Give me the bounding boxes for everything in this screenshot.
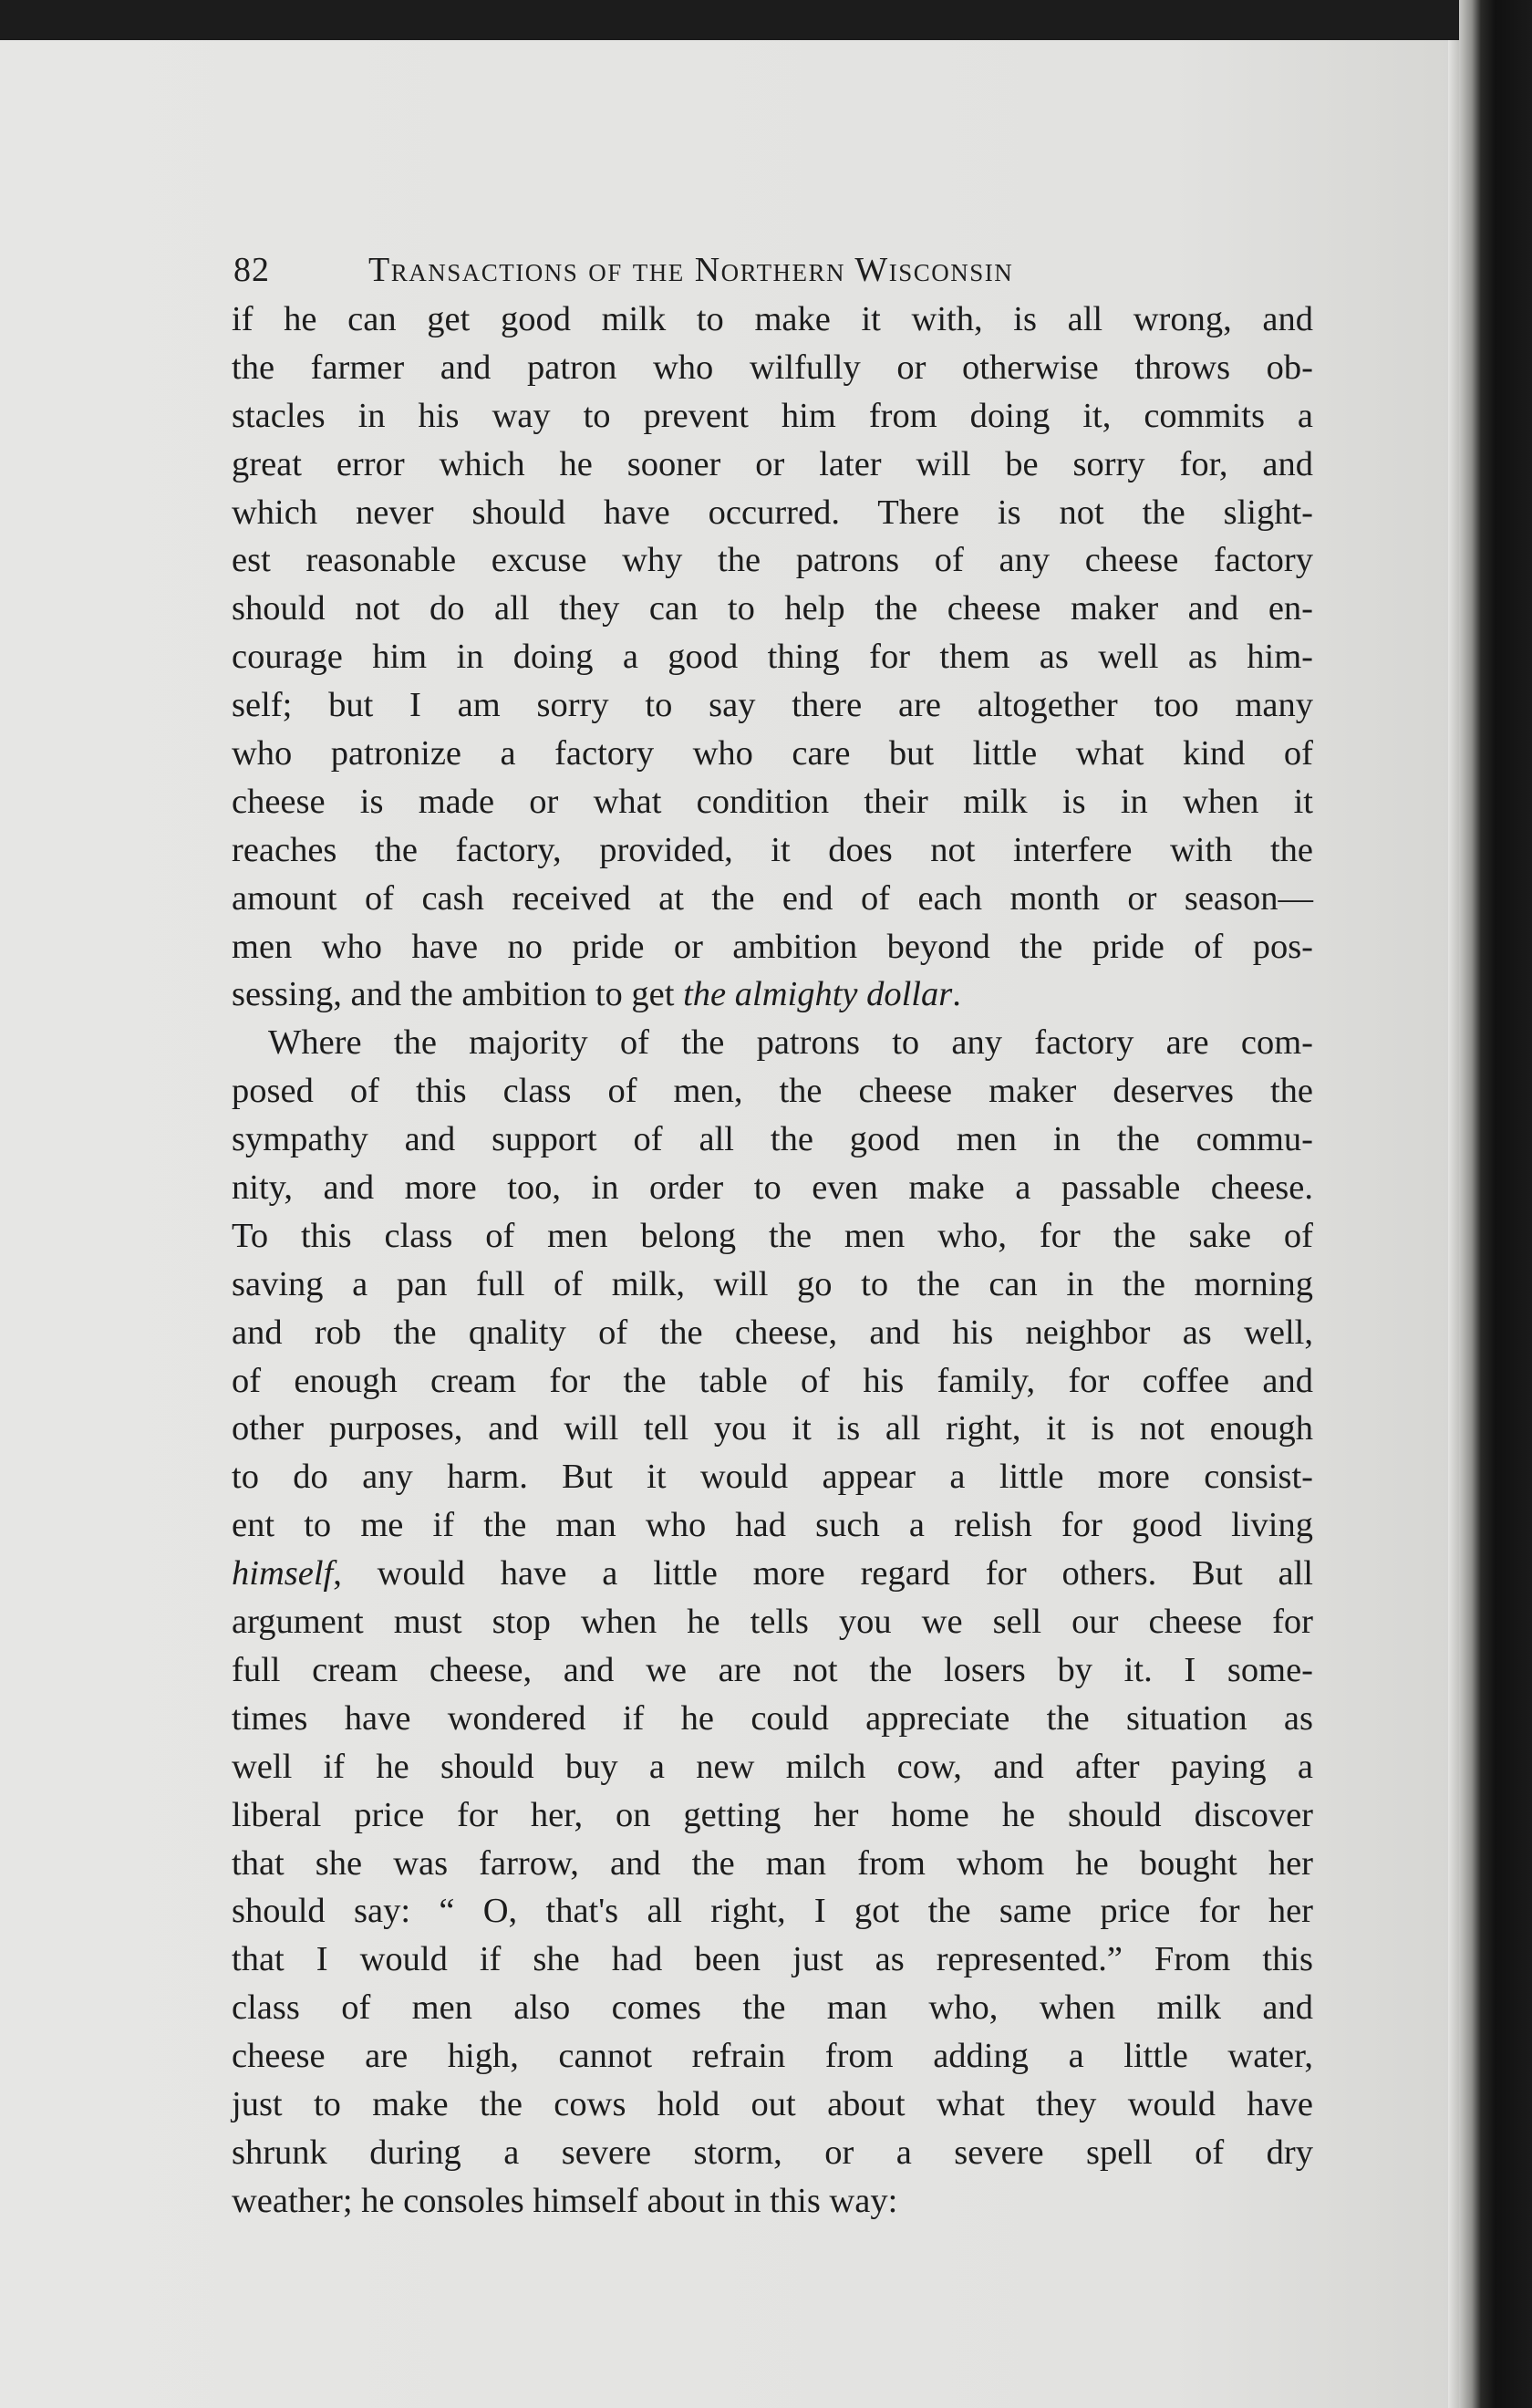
text-line: to do any harm. But it would appear a little more consist- bbox=[232, 1458, 1313, 1497]
text-line: saving a pan full of milk, will go to the can in the morning bbox=[232, 1264, 1313, 1303]
text-line: which never should have occurred. There is not the slight- bbox=[232, 493, 1313, 532]
text-line: great error which he sooner or later will be sorry for, and bbox=[232, 444, 1313, 483]
text-line bbox=[232, 970, 1313, 1019]
text-line: should say: “ O, that's all right, I got the same price for her bbox=[232, 1892, 1313, 1931]
text-line: weather; he consoles himself about in this way: bbox=[232, 2181, 898, 2220]
text-line: class of men also comes the man who, when milk and bbox=[232, 1988, 1313, 2028]
text-line: reaches the factory, provided, it does not interfere with the bbox=[232, 830, 1313, 869]
text-line: the farmer and patron who wilfully or otherwise throws ob- bbox=[232, 348, 1313, 387]
body-text bbox=[232, 296, 1313, 2226]
paragraph bbox=[232, 296, 1313, 1019]
text-segment: , would have a little more regard for others. But all bbox=[333, 1554, 1313, 1593]
text-line bbox=[232, 1550, 1313, 1598]
text-line: just to make the cows hold out about what they would have bbox=[232, 2084, 1313, 2123]
text-line: posed of this class of men, the cheese maker deserves the bbox=[232, 1072, 1313, 1111]
text-line: if he can get good milk to make it with, is all wrong, and bbox=[232, 300, 1313, 338]
text-line: men who have no pride or ambition beyond the pride of pos- bbox=[232, 927, 1313, 966]
text-line: should not do all they can to help the cheese maker and en- bbox=[232, 589, 1313, 628]
text-line: To this class of men belong the men who, for the sake of bbox=[232, 1216, 1313, 1255]
text-line: courage him in doing a good thing for them as well as him- bbox=[232, 638, 1313, 677]
page-number: 82 bbox=[233, 251, 270, 289]
text-line: and rob the qnality of the cheese, and his neighbor as well, bbox=[232, 1313, 1313, 1352]
text-segment: sessing, and the ambition to get bbox=[232, 975, 684, 1014]
text-line: who patronize a factory who care but little what kind of bbox=[232, 734, 1313, 773]
text-line: stacles in his way to prevent him from doing it, commits a bbox=[232, 396, 1313, 435]
text-line: times have wondered if he could appreciate the situation as bbox=[232, 1698, 1313, 1738]
text-line: est reasonable excuse why the patrons of any cheese factory bbox=[232, 541, 1313, 580]
text-line: cheese is made or what condition their milk is in when it bbox=[232, 782, 1313, 821]
text-line: full cream cheese, and we are not the losers by it. I some- bbox=[232, 1650, 1313, 1689]
paragraph bbox=[232, 1019, 1313, 2225]
text-line: sympathy and support of all the good men in the commu- bbox=[232, 1120, 1313, 1159]
text-line: cheese are high, cannot refrain from adding a little water, bbox=[232, 2037, 1313, 2076]
text-line: shrunk during a severe storm, or a severe spell of dry bbox=[232, 2133, 1313, 2172]
text-line: Where the majority of the patrons to any factory are com- bbox=[268, 1023, 1313, 1063]
text-line: argument must stop when he tells you we sell our cheese for bbox=[232, 1603, 1313, 1642]
text-line: amount of cash received at the end of each month or season— bbox=[232, 878, 1313, 918]
text-line: other purposes, and will tell you it is all right, it is not enough bbox=[232, 1409, 1313, 1448]
text-line: nity, and more too, in order to even make a passable cheese. bbox=[232, 1168, 1313, 1208]
text-segment: . bbox=[952, 975, 961, 1014]
text-line: that I would if she had been just as represented.” From this bbox=[232, 1940, 1313, 1979]
text-line: well if he should buy a new milch cow, and after paying a bbox=[232, 1747, 1313, 1786]
text-line: liberal price for her, on getting her home he should discover bbox=[232, 1795, 1313, 1834]
text-line: that she was farrow, and the man from whom he bought her bbox=[232, 1843, 1313, 1883]
text-line: ent to me if the man who had such a relish for good living bbox=[232, 1506, 1313, 1545]
italic-text: himself bbox=[232, 1554, 334, 1593]
text-line: self; but I am sorry to say there are altogether too many bbox=[232, 686, 1313, 725]
running-title: Transactions of the Northern Wisconsin bbox=[368, 251, 1014, 289]
text-line: of enough cream for the table of his family, for coffee and bbox=[232, 1361, 1313, 1400]
book-binding bbox=[1459, 0, 1532, 2408]
italic-text: the almighty dollar bbox=[683, 975, 953, 1014]
